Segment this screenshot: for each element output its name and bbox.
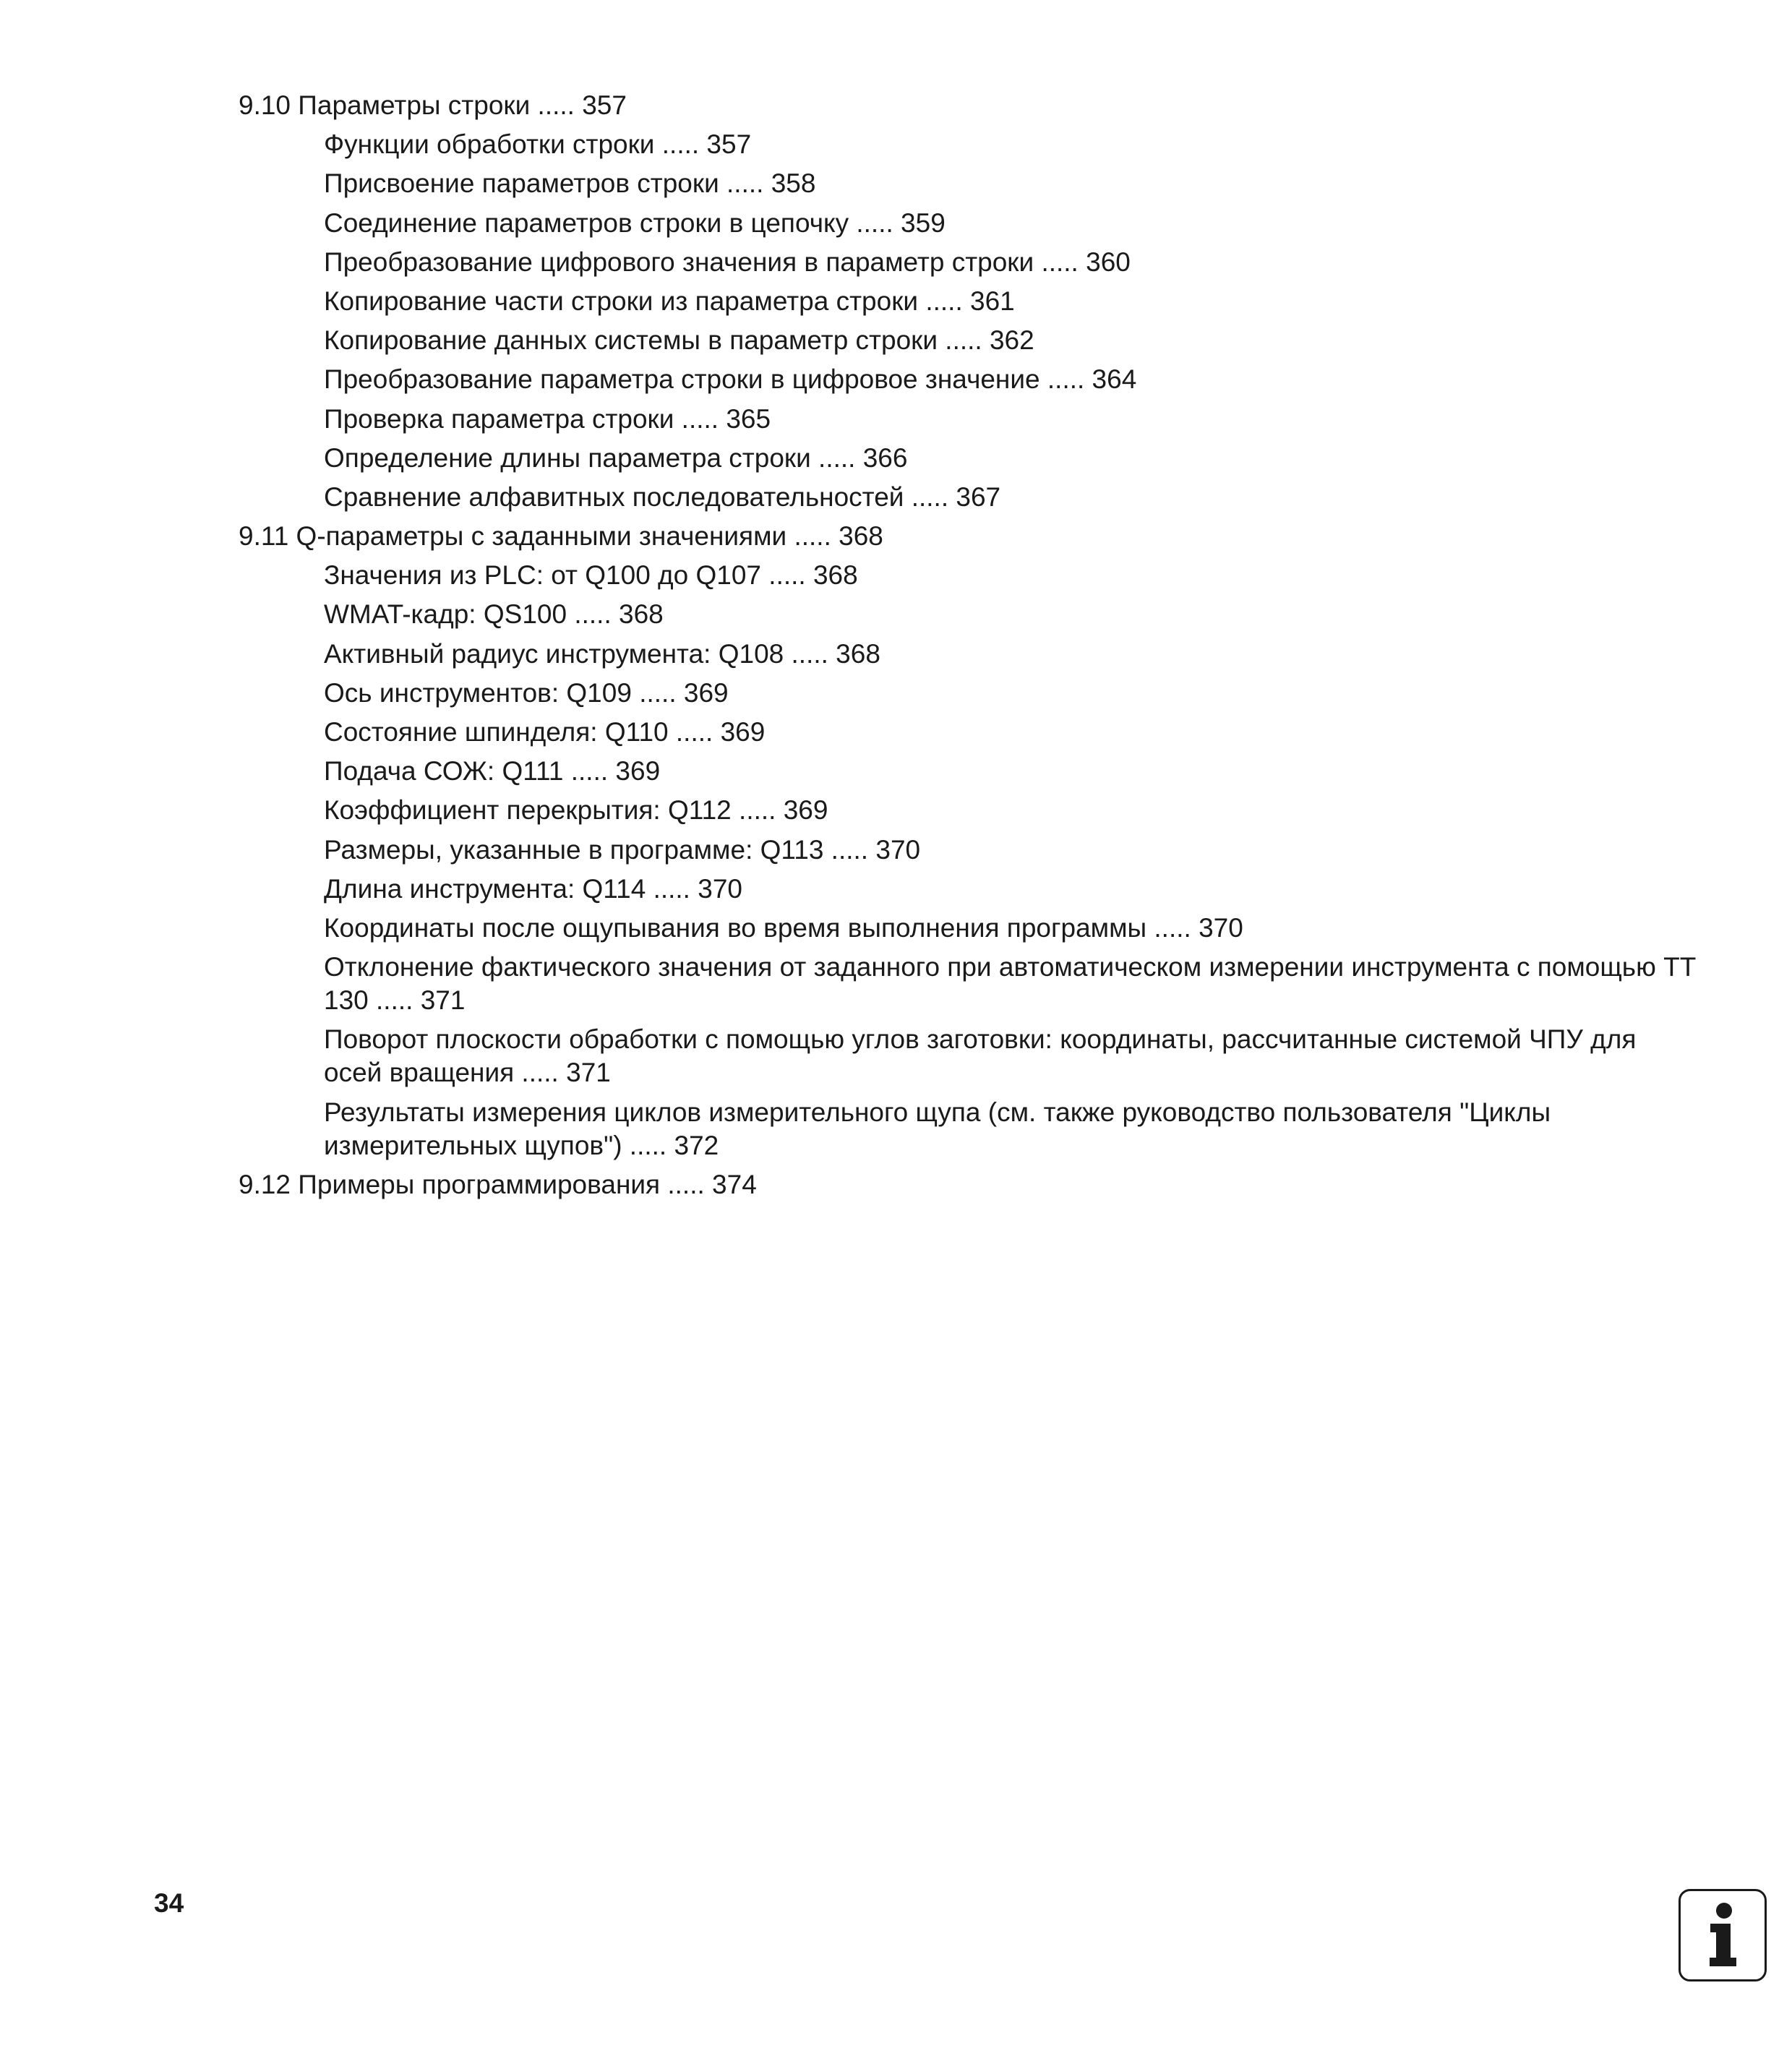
toc-subsection-entry: Преобразование параметра строки в цифровое значение ..... 364: [324, 364, 1137, 395]
toc-subsection-entry: Подача СОЖ: Q111 ..... 369: [324, 756, 661, 787]
toc-subsection-entry: Проверка параметра строки ..... 365: [324, 403, 771, 434]
toc-subsection-entry: Результаты измерения циклов измерительного щупа (см. также руководство пользователя "Циклы измерительных щупов") ..... 372: [324, 1097, 1551, 1160]
toc-section-entry: 9.11 Q-параметры с заданными значениями ..... 368: [239, 521, 883, 552]
page-number: 34: [154, 1888, 184, 1918]
toc-subsection-entry: Длина инструмента: Q114 ..... 370: [324, 873, 742, 904]
toc-subsection-entry: Ось инструментов: Q109 ..... 369: [324, 677, 729, 708]
toc-section-entry: 9.10 Параметры строки ..... 357: [239, 90, 627, 120]
toc-subsection-entry: WMAT-кадр: QS100 ..... 368: [324, 599, 664, 630]
info-icon: [1679, 1889, 1767, 1981]
table-of-contents: [239, 89, 1699, 1207]
toc-subsection-entry: Копирование части строки из параметра строки ..... 361: [324, 286, 1015, 316]
toc-subsection-entry: Копирование данных системы в параметр строки ..... 362: [324, 325, 1034, 356]
toc-subsection-entry: Активный радиус инструмента: Q108 ..... 368: [324, 638, 880, 669]
toc-subsection-entry: Преобразование цифрового значения в параметр строки ..... 360: [324, 247, 1131, 277]
toc-subsection-entry: Присвоение параметров строки ..... 358: [324, 168, 816, 199]
toc-subsection-entry: Коэффициент перекрытия: Q112 ..... 369: [324, 795, 828, 826]
toc-subsection-entry: Поворот плоскости обработки с помощью углов заготовки: координаты, рассчитанные системой ЧПУ для осей вращения ..... 371: [324, 1024, 1637, 1088]
toc-section-entry: 9.12 Примеры программирования ..... 374: [239, 1169, 757, 1199]
toc-subsection-entry: Соединение параметров строки в цепочку ..... 359: [324, 207, 946, 238]
toc-subsection-entry: Определение длины параметра строки ..... 366: [324, 442, 908, 473]
toc-subsection-entry: Функции обработки строки ..... 357: [324, 129, 752, 160]
toc-subsection-entry: Отклонение фактического значения от заданного при автоматическом измерении инструмента с помощью ТТ 130 ..... 371: [324, 952, 1697, 1016]
toc-subsection-entry: Размеры, указанные в программе: Q113 ..... 370: [324, 834, 921, 865]
toc-subsection-entry: Сравнение алфавитных последовательностей ..... 367: [324, 481, 1001, 512]
info-glyph: [1681, 1891, 1765, 1979]
toc-subsection-entry: Значения из PLC: от Q100 до Q107 ..... 368: [324, 560, 858, 591]
toc-subsection-entry: Координаты после ощупывания во время выполнения программы ..... 370: [324, 912, 1243, 943]
toc-subsection-entry: Состояние шпинделя: Q110 ..... 369: [324, 717, 766, 747]
